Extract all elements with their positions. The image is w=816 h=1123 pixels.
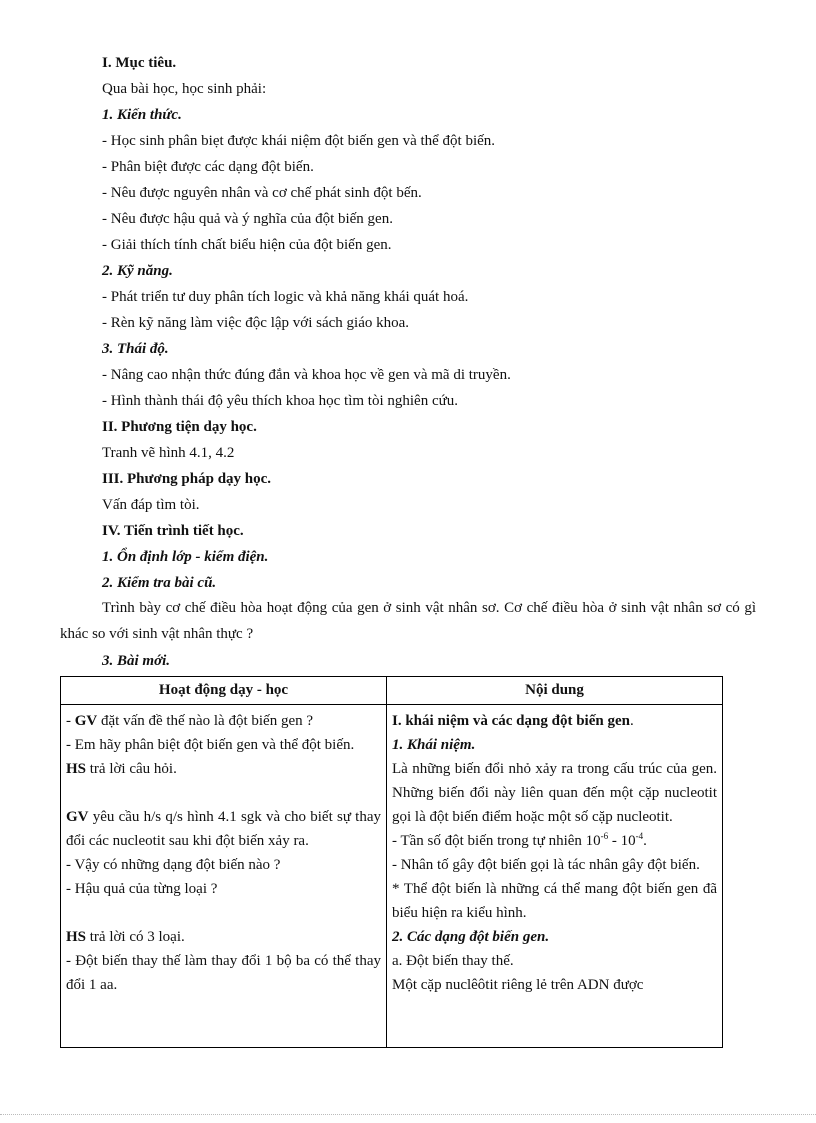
section-4-2: 2. Kiểm tra bài cũ. bbox=[102, 575, 217, 591]
content-line: Là những biến đổi nhỏ xảy ra trong cấu trúc của gen. Những biến đổi này liên quan đến một cặp nucleotit gọi là đột biến điểm hoặc một số cặp nucleotit. bbox=[392, 761, 717, 825]
content-line: - Tần số đột biến trong tự nhiên $10^{-6} - 10^{-4}$. bbox=[392, 831, 647, 849]
section-3-text: Vấn đáp tìm tòi. bbox=[102, 497, 200, 513]
skills-item: - Phát triển tư duy phân tích logic và khả năng khái quát hoá. bbox=[102, 289, 469, 305]
knowledge-item: - Nêu được hậu quả và ý nghĩa của đột biến gen. bbox=[102, 211, 393, 227]
attitude-title: 3. Thái độ. bbox=[102, 341, 169, 357]
knowledge-item: - Giải thích tính chất biểu hiện của đột biến gen. bbox=[102, 237, 392, 253]
attitude-item: - Hình thành thái độ yêu thích khoa học tìm tòi nghiên cứu. bbox=[102, 393, 458, 409]
lesson-table bbox=[60, 676, 723, 1048]
activity-line: GV yêu cầu h/s q/s hình 4.1 sgk và cho biết sự thay đổi các nucleotit sau khi đột biến xảy ra. bbox=[66, 809, 381, 849]
activity-line: HS trả lời câu hỏi. bbox=[66, 761, 177, 777]
knowledge-item: - Phân biệt được các dạng đột biến. bbox=[102, 159, 314, 175]
content-line: a. Đột biến thay thế. bbox=[392, 953, 514, 969]
table-row bbox=[61, 705, 723, 1048]
activity-line: - Hậu quả của từng loại ? bbox=[66, 881, 218, 897]
content-line: Một cặp nuclêôtit riêng lẻ trên ADN được bbox=[392, 977, 644, 993]
content-line: 2. Các dạng đột biến gen. bbox=[392, 929, 550, 945]
content-line: 1. Khái niệm. bbox=[392, 737, 476, 753]
column-header-activities: Hoạt động dạy - học bbox=[61, 677, 387, 705]
skills-title: 2. Kỹ năng. bbox=[102, 263, 173, 279]
content-line: I. khái niệm và các dạng đột biến gen. bbox=[392, 713, 634, 729]
knowledge-item: - Học sinh phân biẹt được khái niệm đột biến gen và thể đột biến. bbox=[102, 133, 496, 149]
content-cell bbox=[387, 705, 723, 1048]
table-header-row bbox=[61, 677, 723, 705]
knowledge-title: 1. Kiến thức. bbox=[102, 107, 182, 123]
skills-item: - Rèn kỹ năng làm việc độc lập với sách giáo khoa. bbox=[102, 315, 410, 331]
section-1-intro: Qua bài học, học sinh phải: bbox=[102, 81, 267, 97]
page-bottom-divider bbox=[0, 1114, 816, 1115]
activity-line: - Đột biến thay thế làm thay đổi 1 bộ ba có thể thay đổi 1 aa. bbox=[66, 953, 381, 993]
review-question: Trình bày cơ chế điều hòa hoạt động của gen ở sinh vật nhân sơ. Cơ chế điều hòa ở sinh vật nhân sơ có gì khác so với sinh vật nhân thực ? bbox=[60, 600, 756, 642]
section-4-3: 3. Bài mới. bbox=[102, 653, 171, 669]
knowledge-item: - Nêu được nguyên nhân và cơ chế phát sinh đột bến. bbox=[102, 185, 422, 201]
column-header-content: Nội dung bbox=[387, 677, 723, 705]
section-1-title: I. Mục tiêu. bbox=[102, 55, 177, 71]
activity-line: - GV đặt vấn đề thế nào là đột biến gen ? bbox=[66, 713, 314, 729]
content-line: - Nhân tố gây đột biến gọi là tác nhân gây đột biến. bbox=[392, 857, 700, 873]
section-3-title: III. Phương pháp dạy học. bbox=[102, 471, 272, 487]
section-4-1: 1. Ổn định lớp - kiểm điện. bbox=[102, 549, 269, 565]
activity-line: - Vậy có những dạng đột biến nào ? bbox=[66, 857, 281, 873]
section-2-title: II. Phương tiện dạy học. bbox=[102, 419, 257, 435]
section-2-text: Tranh vẽ hình 4.1, 4.2 bbox=[102, 445, 235, 461]
content-line: * Thể đột biến là những cá thể mang đột biến gen đã biểu hiện ra kiểu hình. bbox=[392, 881, 717, 921]
attitude-item: - Nâng cao nhận thức đúng đắn và khoa học về gen và mã di truyền. bbox=[102, 367, 511, 383]
section-4-title: IV. Tiến trình tiết học. bbox=[102, 523, 244, 539]
activities-cell bbox=[61, 705, 387, 1048]
activity-line: HS trả lời có 3 loại. bbox=[66, 929, 185, 945]
activity-line: - Em hãy phân biệt đột biến gen và thể đột biến. bbox=[66, 737, 355, 753]
